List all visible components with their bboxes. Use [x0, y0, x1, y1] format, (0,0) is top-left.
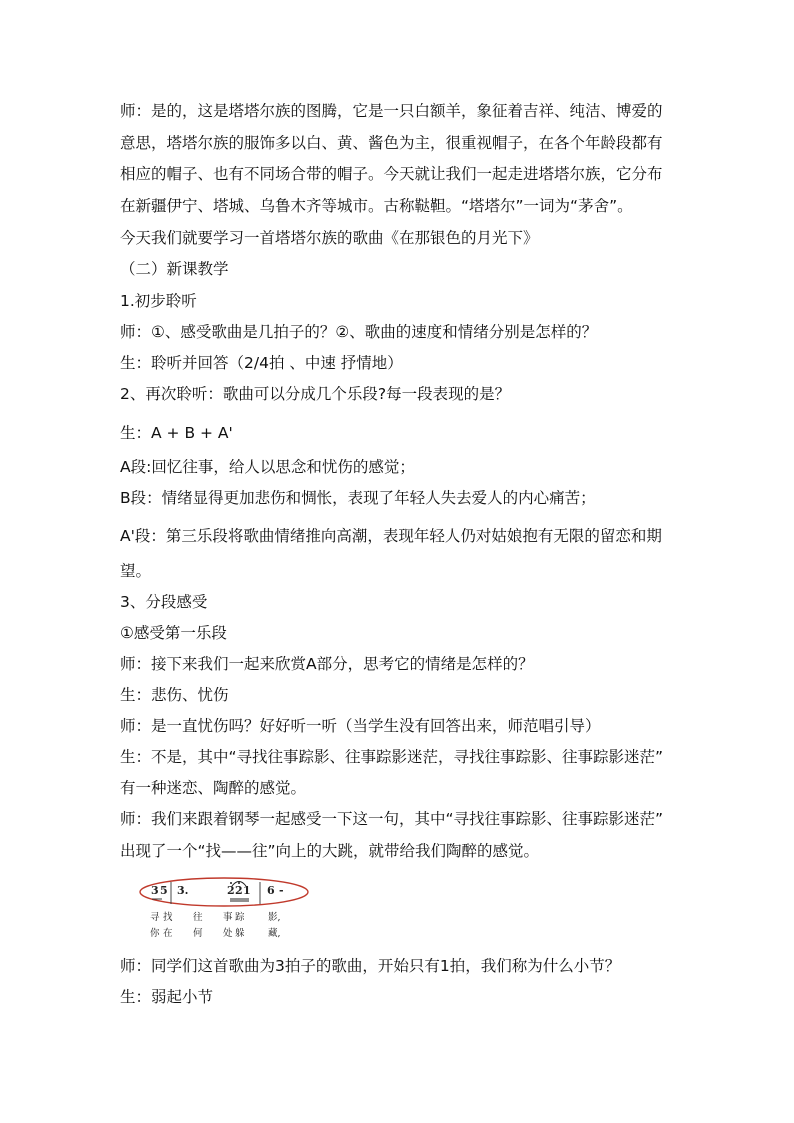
lyric-char: 躲 [235, 928, 245, 939]
text-line: 生：不是，其中“寻找往事踪影、往事踪影迷茫，寻找往事踪影、往事踪影迷茫” [120, 748, 664, 766]
lyric-char: 你 [150, 928, 160, 939]
text-line: 有一种迷恋、陶醉的感觉。 [120, 779, 307, 797]
text-line: 师：①、感受歌曲是几拍子的？②、歌曲的速度和情绪分别是怎样的？ [120, 323, 598, 341]
text-line: 在新疆伊宁、塔城、乌鲁木齐等城市。古称鞑靼。“塔塔尔”一词为“茅舍”。 [120, 197, 633, 215]
lyric-char: 寻 [150, 912, 160, 923]
text-line: 生：A + B + A' [120, 424, 233, 442]
text-line: 生：悲伤、忧伤 [120, 686, 229, 704]
music-score-figure [138, 873, 310, 945]
lyric-char: 藏, [268, 928, 281, 939]
lyric-char: 往 [193, 912, 203, 923]
score-note: 3. [177, 884, 189, 897]
text-line: 师：我们来跟着钢琴一起感受一下这一句，其中“寻找往事踪影、往事踪影迷茫” [120, 810, 664, 828]
lyric-char: 在 [163, 928, 173, 939]
octave-dot [238, 882, 240, 884]
text-line: 相应的帽子、也有不同场合带的帽子。今天就让我们一起走进塔塔尔族，它分布 [120, 165, 663, 183]
text-line: 生：聆听并回答（2/4拍 、中速 抒情地） [120, 354, 403, 372]
text-line: A段:回忆往事，给人以思念和忧伤的感觉； [120, 458, 415, 476]
subsection-heading: 3、分段感受 [120, 593, 208, 611]
lyric-char: 找 [163, 912, 173, 923]
subsection-heading: 2、再次聆听：歌曲可以分成几个乐段?每一段表现的是？ [120, 385, 511, 403]
text-line: 望。 [120, 562, 152, 580]
text-line: 师：是的，这是塔塔尔族的图腾，它是一只白额羊，象征着吉祥、纯洁、博爱的 [120, 102, 663, 120]
text-line: 师：同学们这首歌曲为3拍子的歌曲，开始只有1拍，我们称为什么小节？ [120, 957, 621, 975]
text-line: 意思，塔塔尔族的服饰多以白、黄、酱色为主，很重视帽子，在各个年龄段都有 [120, 134, 663, 152]
text-line: 师：接下来我们一起来欣赏A部分，思考它的情绪是怎样的？ [120, 655, 534, 673]
score-note: 2 [235, 884, 243, 897]
lyric-char: 何 [193, 928, 203, 939]
lyric-char: 影, [268, 912, 281, 923]
octave-dot [230, 882, 232, 884]
subsection-heading: 1.初步聆听 [120, 292, 197, 310]
score-note: 3 [151, 884, 159, 897]
subsection-heading: ①感受第一乐段 [120, 624, 227, 642]
lyric-char: 踪 [235, 912, 245, 923]
lyric-char: 处 [223, 928, 233, 939]
text-line: 出现了一个“找——往”向上的大跳，就带给我们陶醉的感觉。 [120, 842, 540, 860]
section-heading: （二）新课教学 [120, 260, 229, 278]
text-line: 生：弱起小节 [120, 988, 214, 1006]
lyric-char: 事 [223, 912, 233, 923]
score-note: 6 [267, 884, 275, 897]
score-note: - [279, 884, 284, 897]
score-note: 5 [160, 884, 168, 897]
text-line: A'段：第三乐段将歌曲情绪推向高潮，表现年轻人仍对姑娘抱有无限的留恋和期 [120, 527, 662, 545]
score-note: 2 [227, 884, 235, 897]
score-note: 1 [243, 884, 251, 897]
text-line: B段：情绪显得更加悲伤和惆怅，表现了年轻人失去爱人的内心痛苦； [120, 489, 596, 507]
text-line: 师：是一直忧伤吗？好好听一听（当学生没有回答出来，师范唱引导） [120, 717, 601, 735]
text-line: 今天我们就要学习一首塔塔尔族的歌曲《在那银色的月光下》 [120, 229, 539, 247]
